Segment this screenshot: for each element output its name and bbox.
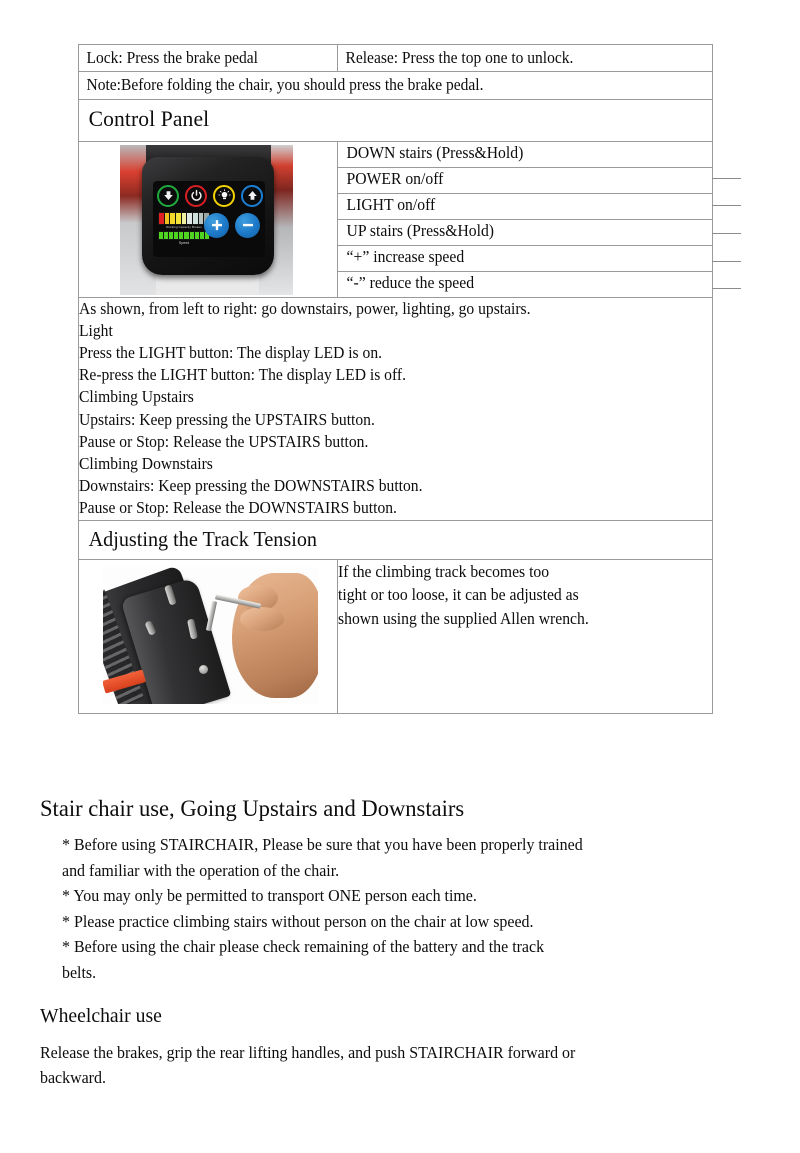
tension-heading: Adjusting the Track Tension xyxy=(88,526,317,551)
speed-segment xyxy=(179,232,183,239)
cell-control-panel-photo xyxy=(79,141,338,297)
table-row-tension xyxy=(79,559,713,713)
speed-caption: Speed xyxy=(178,240,190,245)
cell-tension-text xyxy=(338,559,713,713)
body-line: * Before using STAIRCHAIR, Please be sure that you have been properly trained xyxy=(62,835,583,855)
instruction-line: As shown, from left to right: go downstairs, power, lighting, go upstairs. xyxy=(79,298,531,318)
table-row-function-1 xyxy=(79,141,713,167)
section-heading: Stair chair use, Going Upstairs and Downstairs xyxy=(40,796,465,822)
speed-segment xyxy=(164,232,168,239)
body-line: and familiar with the operation of the chair. xyxy=(62,860,340,880)
function-label: DOWN stairs (Press&Hold) xyxy=(346,142,524,162)
led-segment xyxy=(170,213,175,224)
cell-tension-photo xyxy=(79,559,338,713)
body-line: * Before using the chair please check remaining of the battery and the track xyxy=(62,937,545,957)
control-panel-button-row xyxy=(157,185,263,207)
row-line-overhang xyxy=(712,288,741,289)
manual-table xyxy=(78,44,713,714)
led-display xyxy=(158,212,210,246)
speed-segment xyxy=(190,232,194,239)
row-line-overhang xyxy=(712,205,741,206)
body-line: * Please practice climbing stairs without person on the chair at low speed. xyxy=(62,911,534,931)
cell-instructions xyxy=(79,297,713,520)
led-segment xyxy=(165,213,170,224)
cell-function xyxy=(338,193,713,219)
cell-function xyxy=(338,271,713,297)
speed-segment xyxy=(159,232,163,239)
cell-release xyxy=(338,45,713,72)
cell-function xyxy=(338,167,713,193)
section-body xyxy=(62,833,760,985)
release-text: Release: Press the top one to unlock. xyxy=(345,48,574,67)
lock-text: Lock: Press the brake pedal xyxy=(86,48,258,67)
table-row-instructions xyxy=(79,297,713,520)
body-line: * You may only be permitted to transport ONE person each time. xyxy=(62,886,477,906)
control-panel-face xyxy=(153,181,265,257)
increase-speed-button-icon xyxy=(204,213,229,238)
battery-caption: Working Capacity Broken xyxy=(165,224,203,229)
allen-wrench-short-arm xyxy=(206,600,217,630)
cell-lock xyxy=(79,45,338,72)
cell-function xyxy=(338,219,713,245)
row-line-overhang xyxy=(712,261,741,262)
instruction-line: Downstairs: Keep pressing the DOWNSTAIRS button. xyxy=(79,476,423,496)
speed-segment xyxy=(169,232,173,239)
speed-segment xyxy=(195,232,199,239)
tension-line: If the climbing track becomes too xyxy=(338,561,550,581)
light-button-icon xyxy=(213,185,235,207)
row-line-overhang xyxy=(712,178,741,179)
instruction-line: Upstairs: Keep pressing the UPSTAIRS button. xyxy=(79,409,375,429)
speed-button-row xyxy=(204,213,260,238)
instruction-line: Climbing Downstairs xyxy=(79,454,213,473)
section-heading: Wheelchair use xyxy=(40,1005,162,1027)
function-label: LIGHT on/off xyxy=(346,194,436,214)
battery-capacity-bar xyxy=(158,212,210,225)
tension-line: tight or too loose, it can be adjusted as xyxy=(338,585,579,605)
table-row-brake xyxy=(79,45,713,72)
speed-bar xyxy=(158,231,210,240)
section-body xyxy=(40,1041,760,1091)
control-panel-photo xyxy=(120,145,293,295)
cell-note xyxy=(79,72,713,99)
led-segment xyxy=(176,213,181,224)
instruction-line: Light xyxy=(79,320,113,340)
led-segment xyxy=(199,213,204,224)
power-button-icon xyxy=(185,185,207,207)
body-line: belts. xyxy=(62,962,97,982)
cell-function xyxy=(338,245,713,271)
table-row-note xyxy=(79,72,713,99)
table-row-control-panel-heading xyxy=(79,99,713,141)
led-segment xyxy=(182,213,187,224)
cell-tension-heading xyxy=(79,520,713,559)
note-text: Note:Before folding the chair, you should press the brake pedal. xyxy=(86,75,484,95)
led-segment xyxy=(159,213,164,224)
control-panel-heading: Control Panel xyxy=(88,105,210,131)
cell-control-panel-heading xyxy=(79,99,713,141)
instruction-line: Pause or Stop: Release the UPSTAIRS button. xyxy=(79,431,369,451)
speed-segment xyxy=(184,232,188,239)
section-stair-chair-use xyxy=(40,796,760,986)
track-bolt xyxy=(199,665,208,674)
down-stairs-button-icon xyxy=(157,185,179,207)
instruction-line: Re-press the LIGHT button: The display LED is off. xyxy=(79,365,406,385)
section-wheelchair-use xyxy=(40,1005,760,1092)
track-tension-photo xyxy=(103,567,318,704)
instruction-line: Press the LIGHT button: The display LED is on. xyxy=(79,343,383,363)
led-segment xyxy=(187,213,192,224)
function-label: “-” reduce the speed xyxy=(346,272,475,292)
table-row-tension-heading xyxy=(79,520,713,559)
finger xyxy=(240,607,284,631)
body-line: Release the brakes, grip the rear lifting handles, and push STAIRCHAIR forward or xyxy=(40,1042,576,1062)
function-label: POWER on/off xyxy=(346,168,444,188)
speed-segment xyxy=(174,232,178,239)
instruction-line: Pause or Stop: Release the DOWNSTAIRS button. xyxy=(79,498,397,518)
up-stairs-button-icon xyxy=(241,185,263,207)
function-label: UP stairs (Press&Hold) xyxy=(346,220,495,240)
cell-function xyxy=(338,141,713,167)
tension-line: shown using the supplied Allen wrench. xyxy=(338,608,589,628)
led-segment xyxy=(193,213,198,224)
body-line: backward. xyxy=(40,1068,106,1088)
control-panel-housing xyxy=(142,157,274,275)
reduce-speed-button-icon xyxy=(235,213,260,238)
function-label: “+” increase speed xyxy=(346,246,465,266)
instruction-line: Climbing Upstairs xyxy=(79,387,194,407)
row-line-overhang xyxy=(712,233,741,234)
